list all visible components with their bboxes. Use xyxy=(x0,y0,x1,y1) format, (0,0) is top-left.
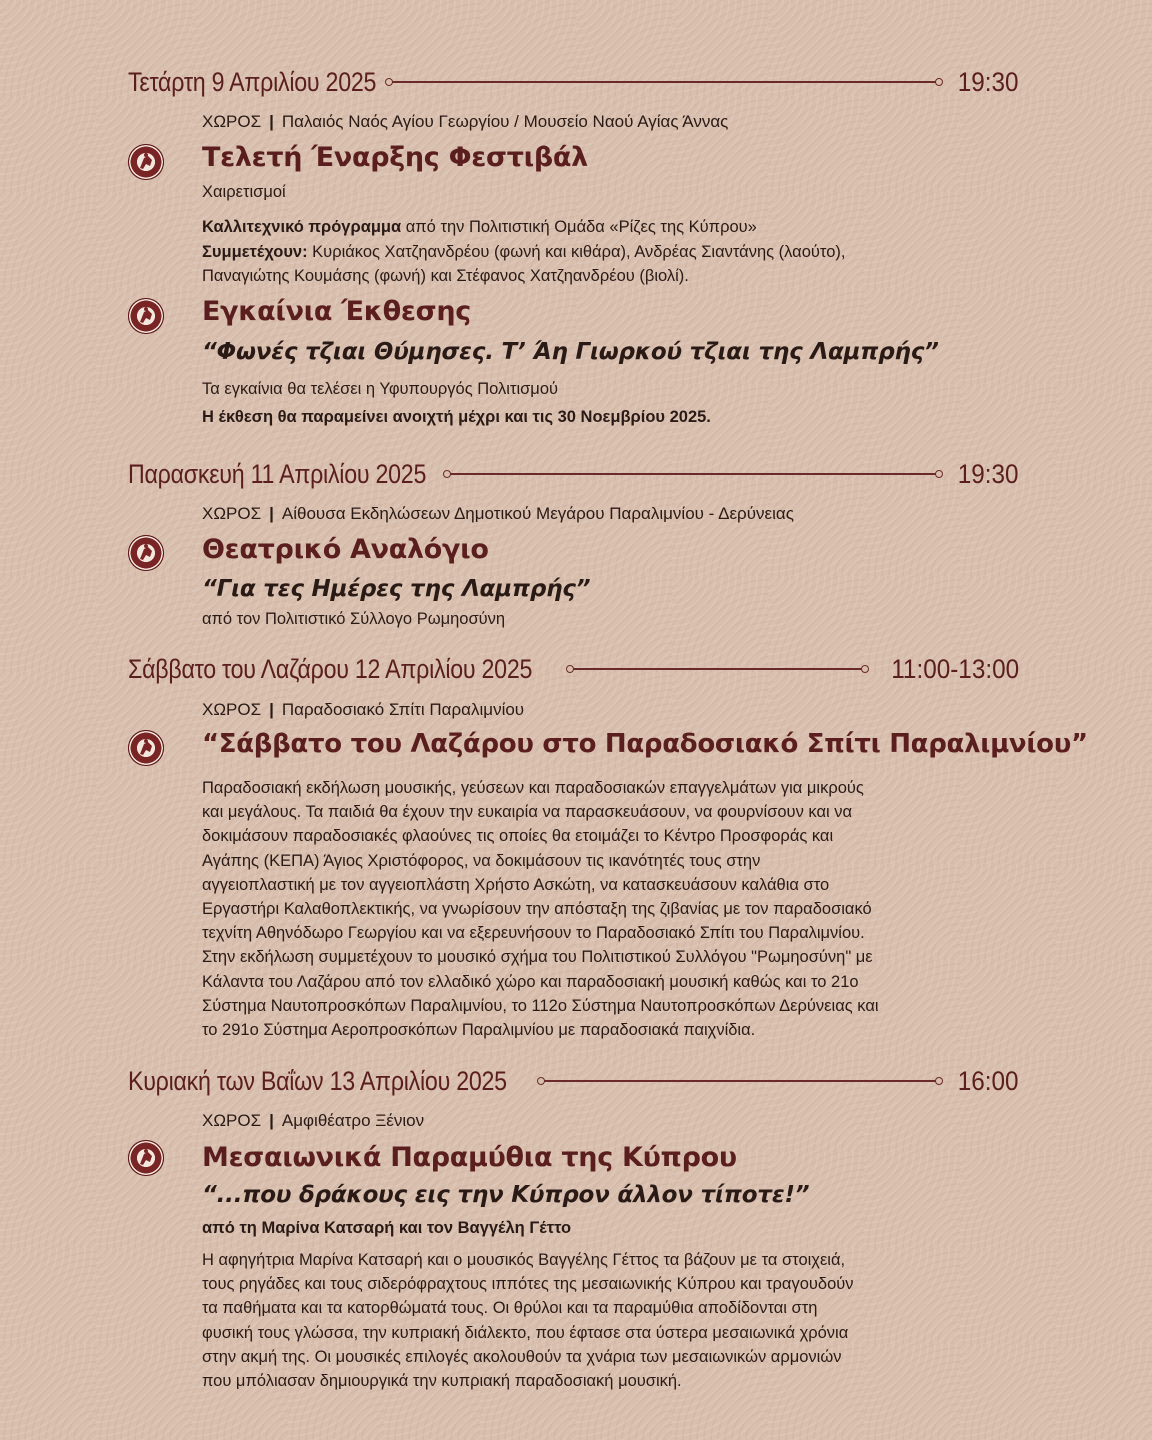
paragraph-line: στην ακμή της. Οι μουσικές επιλογές ακολουθούν τα χνάρια των μεσαιωνικών αρμονιών xyxy=(202,1347,842,1366)
venue-name: Αίθουσα Εκδηλώσεων Δημοτικού Μεγάρου Παραλιμνίου - Δερύνειας xyxy=(281,504,794,523)
event-title: “Σάββατο του Λαζάρου στο Παραδοσιακό Σπίτι Παραλιμνίου” xyxy=(202,729,1088,759)
saint-george-seal-icon xyxy=(128,730,164,766)
participants-text: Κυριάκος Χατζηανδρέου (φωνή και κιθάρα), Ανδρέας Σιαντάνης (λαούτο), xyxy=(307,243,846,261)
paragraph-line: Σύστημα Ναυτοπροσκόπων Παραλιμνίου, το 112ο Σύστημα Ναυτοπροσκόπων Δερύνειας και xyxy=(202,996,879,1015)
paragraph-line: Η αφηγήτρια Μαρίνα Κατσαρή και ο μουσικός Βαγγέλης Γέττος τα βάζουν με τα στοιχειά, xyxy=(202,1251,846,1269)
event-title: Εγκαίνια Έκθεσης xyxy=(202,296,471,327)
date-row-2 xyxy=(128,456,1019,492)
event-subtitle: “...που δράκους εις την Κύπρον άλλον τίποτε!” xyxy=(202,1182,810,1208)
event-title: Θεατρικό Αναλόγιο xyxy=(202,534,489,565)
date-row-3 xyxy=(128,651,1019,687)
date-divider xyxy=(541,1080,940,1082)
venue-separator: | xyxy=(269,112,274,131)
program-line xyxy=(202,218,757,237)
paragraph-line: τεχνίτη Αθηνόδωρο Γεωργίου και να εξερευνήσουν το Παραδοσιακό Σπίτι του Παραλιμνίου. xyxy=(202,924,865,943)
program-text: από την Πολιτιστική Ομάδα «Ρίζες της Κύπρου» xyxy=(401,218,757,236)
event-date: Σάββατο του Λαζάρου 12 Απριλίου 2025 xyxy=(128,653,533,684)
date-row-4 xyxy=(128,1063,1019,1099)
event-description xyxy=(202,1248,1022,1393)
event-date: Κυριακή των Βαΐων 13 Απριλίου 2025 xyxy=(128,1065,507,1096)
venue-separator: | xyxy=(269,1111,274,1130)
date-row-1 xyxy=(128,64,1019,100)
venue-name: Παραδοσιακό Σπίτι Παραλιμνίου xyxy=(281,700,525,719)
venue-name: Παλαιός Ναός Αγίου Γεωργίου / Μουσείο Ναού Αγίας Άννας xyxy=(281,112,729,131)
paragraph-line: Στην εκδήλωση συμμετέχουν το μουσικό σχήμα του Πολιτιστικού Συλλόγου "Ρωμηοσύνη" με xyxy=(202,948,873,967)
event-line-bold: από τη Μαρίνα Κατσαρή και τον Βαγγέλη Γέττο xyxy=(202,1219,572,1237)
venue-line xyxy=(202,700,524,720)
venue-label: ΧΩΡΟΣ xyxy=(202,504,262,523)
event-line: Χαιρετισμοί xyxy=(202,183,286,201)
paragraph-line: αγγειοπλαστική με τον αγγειοπλάστη Χρήστο Ασκώτη, να κατασκευάσουν καλάθια στο xyxy=(202,875,830,894)
paragraph-line: το 291ο Σύστημα Αεροπροσκόπων Παραλιμνίου με παραδοσιακά παιχνίδια. xyxy=(202,1021,756,1040)
venue-separator: | xyxy=(269,700,274,719)
event-time: 11:00-13:00 xyxy=(891,653,1019,684)
event-title: Μεσαιωνικά Παραμύθια της Κύπρου xyxy=(202,1142,737,1173)
venue-name: Αμφιθέατρο Ξένιον xyxy=(281,1111,425,1130)
venue-label: ΧΩΡΟΣ xyxy=(202,112,262,131)
paragraph-line: Κάλαντα του Λαζάρου από τον ελλαδικό χώρο και παραδοσιακή μουσική καθώς και το 21ο xyxy=(202,972,859,991)
date-divider xyxy=(447,473,940,475)
event-subtitle: “Για τες Ημέρες της Λαμπρής” xyxy=(202,576,591,602)
venue-line xyxy=(202,1111,424,1131)
program-label: Καλλιτεχνικό πρόγραμμα xyxy=(202,218,402,236)
venue-label: ΧΩΡΟΣ xyxy=(202,1111,262,1130)
paragraph-line: δοκιμάσουν παραδοσιακές φλαούνες τις οποίες θα ετοιμάζει το Κέντρο Προσφοράς και xyxy=(202,827,834,846)
date-divider xyxy=(570,668,865,670)
venue-label: ΧΩΡΟΣ xyxy=(202,700,262,719)
saint-george-seal-icon xyxy=(128,1140,164,1176)
participants-line-2: Παναγιώτης Κουμάσης (φωνή) και Στέφανος Χατζηανδρέου (βιολί). xyxy=(202,267,689,285)
event-line: από τον Πολιτιστικό Σύλλογο Ρωμηοσύνη xyxy=(202,610,506,628)
event-description xyxy=(202,776,1022,1042)
participants-line xyxy=(202,243,845,262)
paragraph-line: που μπόλιασαν δημιουργικά την κυπριακή παραδοσιακή μουσική. xyxy=(202,1372,682,1391)
paragraph-line: φυσική τους γλώσσα, την κυπριακή διάλεκτο, που έφτασε στα ύστερα μεσαιωνικά χρόνια xyxy=(202,1323,849,1342)
event-subtitle: “Φωνές τζιαι Θύμησες. Τ’ Άη Γιωρκού τζιαι της Λαμπρής” xyxy=(202,339,939,365)
paragraph-line: τα παθήματα και τα κατορθώματά τους. Οι θρύλοι και τα παραμύθια αποδίδονται στη xyxy=(202,1299,818,1318)
date-divider xyxy=(389,81,940,83)
venue-line xyxy=(202,504,794,524)
event-date: Τετάρτη 9 Απριλίου 2025 xyxy=(128,66,377,97)
event-time: 19:30 xyxy=(958,458,1019,489)
saint-george-seal-icon xyxy=(128,298,164,334)
paragraph-line: και μεγάλους. Τα παιδιά θα έχουν την ευκαιρία να παρασκευάσουν, να φουρνίσουν και να xyxy=(202,803,853,822)
event-date: Παρασκευή 11 Απριλίου 2025 xyxy=(128,458,427,489)
event-line: Τα εγκαίνια θα τελέσει η Υφυπουργός Πολιτισμού xyxy=(202,380,559,398)
paragraph-line: Εργαστήρι Καλαθοπλεκτικής, να γνωρίσουν την απόσταξη της ζιβανίας με τον παραδοσιακό xyxy=(202,900,872,919)
saint-george-seal-icon xyxy=(128,535,164,571)
paragraph-line: Παραδοσιακή εκδήλωση μουσικής, γεύσεων και παραδοσιακών επαγγελμάτων για μικρούς xyxy=(202,779,864,797)
event-line-bold: Η έκθεση θα παραμείνει ανοιχτή μέχρι και τις 30 Νοεμβρίου 2025. xyxy=(202,408,711,426)
venue-line xyxy=(202,112,728,132)
participants-label: Συμμετέχουν: xyxy=(202,243,308,261)
venue-separator: | xyxy=(269,504,274,523)
event-title: Τελετή Έναρξης Φεστιβάλ xyxy=(202,142,588,173)
paragraph-line: Αγάπης (ΚΕΠΑ) Άγιος Χριστόφορος, να δοκιμάσουν τις ικανότητές τους στην xyxy=(202,851,761,870)
saint-george-seal-icon xyxy=(128,144,164,180)
paragraph-line: τους ρηγάδες και τους σιδερόφραχτους ιππότες της μεσαιωνικής Κύπρου και τραγουδούν xyxy=(202,1275,854,1294)
event-time: 19:30 xyxy=(958,66,1019,97)
event-time: 16:00 xyxy=(958,1065,1019,1096)
